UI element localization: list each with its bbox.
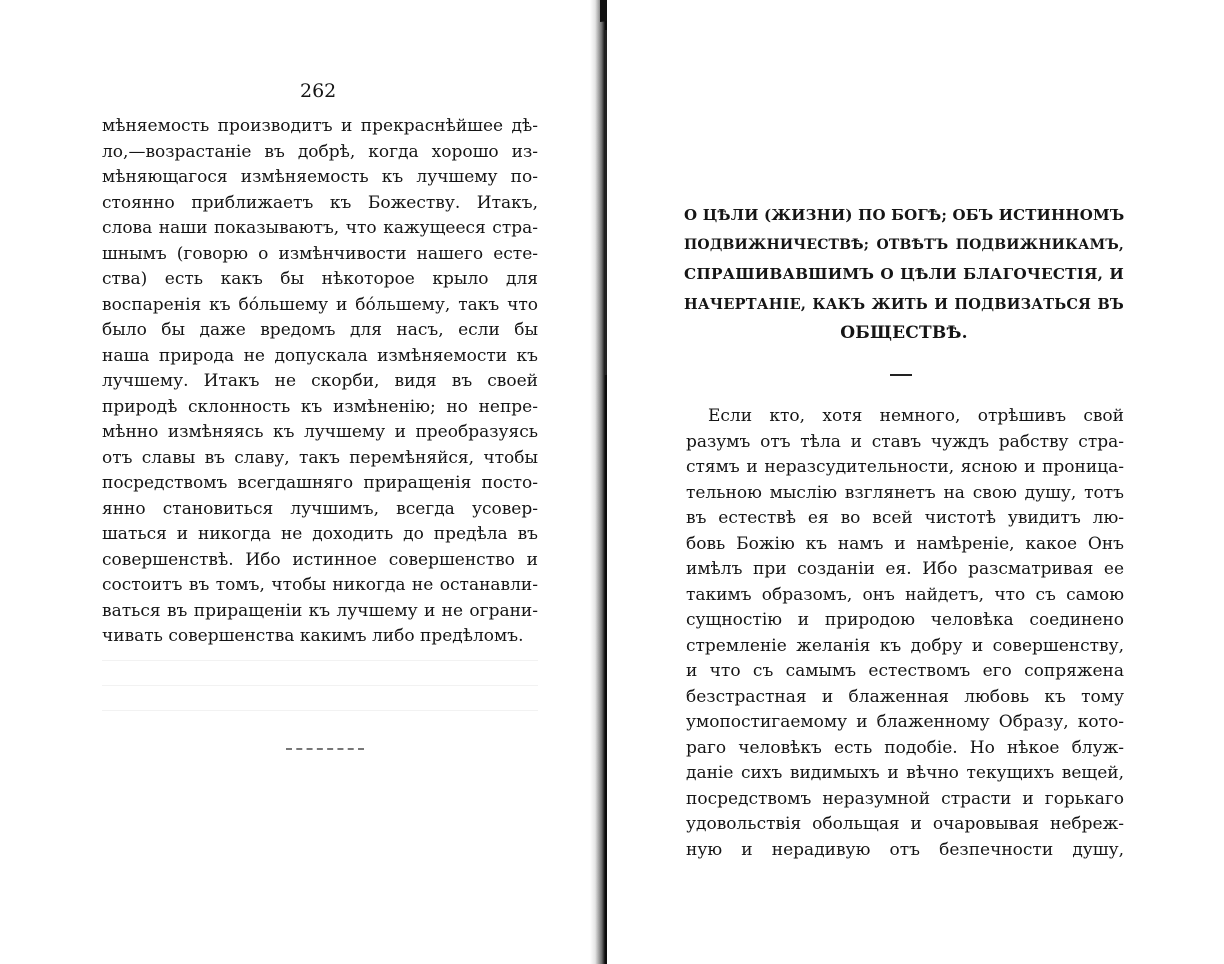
text-line: ства) есть какъ бы нѣкоторое крыло для	[102, 269, 538, 289]
text-line: въ естествѣ ея во всей чистотѣ увидитъ лю-	[686, 508, 1124, 528]
heading-line: ПОДВИЖНИЧЕСТВѢ; ОТВѢТЪ ПОДВИЖНИКАМЪ,	[684, 236, 1124, 253]
text-line: Если кто, хотя немного, отрѣшивъ свой	[708, 406, 1124, 426]
text-line: лучшему. Итакъ не скорби, видя въ своей	[102, 371, 538, 391]
text-line: отъ славы въ славу, такъ перемѣняйся, чтобы	[102, 447, 538, 468]
text-line: стоянно приближаетъ къ Божеству. Итакъ,	[102, 192, 538, 213]
text-line: слова наши показываютъ, что кажущееся стра-	[102, 218, 538, 238]
text-line: бовь Божію къ намъ и намѣреніе, какое Онъ	[686, 533, 1124, 554]
text-line: природѣ склонность къ измѣненію; но непре-	[102, 396, 538, 417]
text-line: стремленіе желанія къ добру и совершенству,	[686, 635, 1124, 656]
text-line: сущностію и природою человѣка соединено	[686, 610, 1124, 630]
text-line: янно становиться лучшимъ, всегда усовер-	[102, 498, 538, 519]
text-line: умопостигаемому и блаженному Образу, кото-	[686, 712, 1124, 732]
text-line: мѣнно измѣняясь къ лучшему и преобразуясь	[102, 422, 538, 442]
heading-line: НАЧЕРТАНІЕ, КАКЪ ЖИТЬ И ПОДВИЗАТЬСЯ ВЪ	[684, 295, 1124, 313]
text-line: чивать совершенства какимъ либо предѣломъ.	[102, 626, 524, 646]
text-line: имѣлъ при созданіи ея. Ибо разсматривая ее	[686, 559, 1124, 579]
heading-separator	[890, 374, 912, 376]
text-line: разумъ отъ тѣла и ставъ чуждъ рабству стра-	[686, 431, 1124, 452]
text-line: удовольствія обольщая и очаровывая небреж-	[686, 814, 1124, 834]
text-line: посредствомъ неразумной страсти и горькаго	[686, 788, 1124, 809]
text-line: мѣняющагося измѣняемость къ лучшему по-	[102, 167, 538, 187]
left-page-body	[102, 114, 538, 650]
text-line: безстрастная и блаженная любовь къ тому	[686, 686, 1124, 707]
text-line: тельною мыслію взглянетъ на свою душу, тотъ	[686, 482, 1124, 503]
text-line: ло,—возрастаніе въ добрѣ, когда хорошо из-	[102, 141, 538, 162]
text-line: раго человѣкъ есть подобіе. Но нѣкое блуж-	[686, 737, 1124, 758]
text-line: шнымъ (говорю о измѣнчивости нашего есте-	[102, 243, 538, 264]
text-line: мѣняемость производитъ и прекраснѣйшее дѣ-	[102, 116, 538, 136]
heading-line: СПРАШИВАВШИМЪ О ЦѢЛИ БЛАГОЧЕСТІЯ, И	[684, 265, 1124, 283]
faint-show-through	[102, 660, 538, 735]
text-line: было бы даже вредомъ для насъ, если бы	[102, 320, 538, 340]
text-line: состоитъ въ томъ, чтобы никогда не останавли-	[102, 575, 538, 595]
chapter-heading	[684, 201, 1124, 349]
text-line: шаться и никогда не доходить до предѣла въ	[102, 524, 538, 544]
heading-line: О ЦѢЛИ (ЖИЗНИ) ПО БОГѢ; ОБЪ ИСТИННОМЪ	[684, 206, 1124, 224]
left-page	[0, 0, 601, 964]
text-line: и что съ самымъ естествомъ его сопряжена	[686, 661, 1124, 681]
text-line: воспаренія къ бо́льшему и бо́льшему, такъ что	[102, 294, 538, 315]
text-line: стямъ и неразсудительности, ясною и проница-	[686, 457, 1124, 477]
heading-line: ОБЩЕСТВѢ.	[840, 323, 968, 343]
text-line: даніе сихъ видимыхъ и вѣчно текущихъ вещей,	[686, 763, 1124, 783]
end-rule	[286, 748, 364, 750]
text-line: наша природа не допускала измѣняемости къ	[102, 345, 538, 366]
right-page-body	[686, 404, 1124, 863]
text-line: посредствомъ всегдашняго приращенія посто-	[102, 473, 538, 493]
text-line: совершенствѣ. Ибо истинное совершенство и	[102, 549, 538, 570]
page-number: 262	[300, 80, 337, 102]
text-line: ваться въ приращеніи къ лучшему и не ограни-	[102, 600, 538, 621]
text-line: ную и нерадивую отъ безпечности душу,	[686, 839, 1124, 860]
text-line: такимъ образомъ, онъ найдетъ, что съ самою	[686, 584, 1124, 605]
